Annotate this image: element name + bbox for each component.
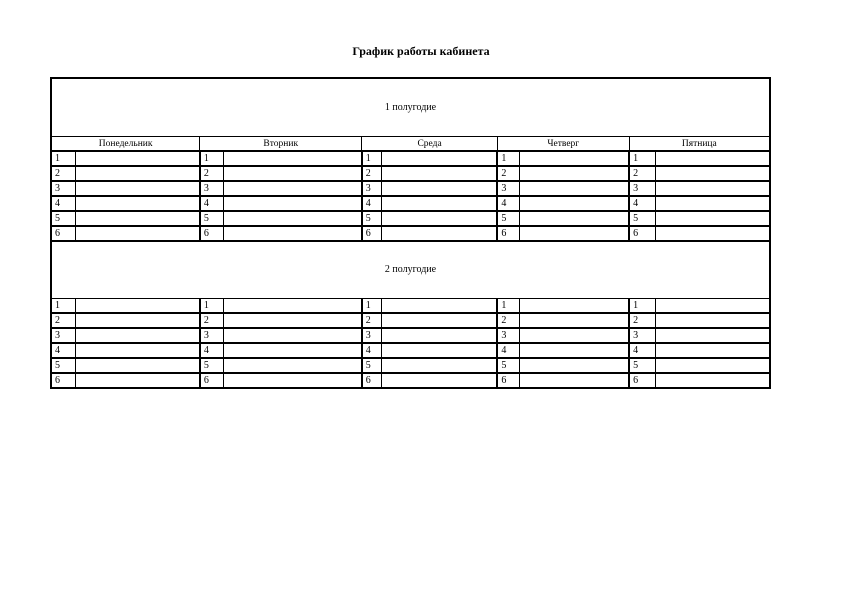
lesson-number: 2 [497,166,519,181]
lesson-number: 5 [497,211,519,226]
lesson-number: 2 [51,313,75,328]
lesson-number: 4 [200,196,224,211]
lesson-number: 5 [629,358,655,373]
lesson-number: 4 [51,343,75,358]
lesson-cell-tuesday [224,166,362,181]
lesson-cell-friday [655,181,770,196]
lesson-cell-tuesday [224,196,362,211]
lesson-number: 3 [362,328,382,343]
lesson-number: 5 [200,358,224,373]
lesson-number: 2 [200,313,224,328]
lesson-cell-thursday [520,343,630,358]
lesson-number: 2 [497,313,519,328]
lesson-cell-wednesday [382,181,498,196]
lesson-cell-wednesday [382,166,498,181]
lesson-number: 2 [362,166,382,181]
lesson-cell-tuesday [224,313,362,328]
lesson-row [51,328,770,343]
lesson-number: 1 [51,299,75,314]
lesson-cell-monday [75,151,200,166]
lesson-cell-thursday [520,226,630,241]
lesson-cell-thursday [520,211,630,226]
lesson-cell-monday [75,358,200,373]
lesson-cell-friday [655,373,770,388]
lesson-cell-wednesday [382,151,498,166]
lesson-number: 6 [200,226,224,241]
lesson-row [51,299,770,314]
lesson-cell-tuesday [224,211,362,226]
lesson-cell-friday [655,343,770,358]
lesson-cell-tuesday [224,226,362,241]
lesson-number: 1 [497,299,519,314]
lesson-number: 1 [629,299,655,314]
page-title: График работы кабинета [352,44,490,58]
lesson-number: 3 [200,181,224,196]
lesson-cell-monday [75,196,200,211]
day-header-thursday: Четверг [497,137,629,152]
lesson-number: 4 [362,196,382,211]
lesson-row [51,151,770,166]
lesson-number: 6 [362,226,382,241]
lesson-cell-wednesday [382,373,498,388]
second-half-header: 2 полугодие [51,241,770,299]
lesson-row [51,166,770,181]
lesson-number: 5 [51,358,75,373]
lesson-number: 4 [200,343,224,358]
lesson-number: 1 [362,299,382,314]
lesson-number: 6 [497,226,519,241]
lesson-number: 3 [200,328,224,343]
lesson-cell-friday [655,166,770,181]
lesson-number: 1 [497,151,519,166]
lesson-number: 4 [629,196,655,211]
lesson-number: 3 [629,181,655,196]
lesson-number: 3 [629,328,655,343]
lesson-cell-tuesday [224,181,362,196]
lesson-number: 6 [629,226,655,241]
lesson-cell-monday [75,328,200,343]
lesson-number: 4 [497,196,519,211]
lesson-number: 3 [51,181,75,196]
lesson-cell-friday [655,299,770,314]
lesson-cell-monday [75,166,200,181]
lesson-number: 6 [51,226,75,241]
lesson-cell-wednesday [382,343,498,358]
lesson-cell-thursday [520,181,630,196]
lesson-row [51,313,770,328]
lesson-number: 3 [497,328,519,343]
lesson-row [51,358,770,373]
lesson-number: 5 [200,211,224,226]
lesson-number: 1 [362,151,382,166]
lesson-number: 5 [497,358,519,373]
lesson-cell-monday [75,373,200,388]
lesson-cell-wednesday [382,226,498,241]
lesson-row [51,181,770,196]
lesson-number: 1 [629,151,655,166]
day-header-monday: Понедельник [51,137,200,152]
lesson-cell-tuesday [224,373,362,388]
lesson-cell-monday [75,313,200,328]
lesson-row [51,343,770,358]
lesson-cell-monday [75,211,200,226]
lesson-row [51,211,770,226]
schedule-table [50,77,771,389]
lesson-number: 2 [629,166,655,181]
lesson-cell-wednesday [382,358,498,373]
lesson-number: 4 [629,343,655,358]
lesson-number: 4 [362,343,382,358]
day-header-row [51,137,770,152]
first-half-row [51,78,770,137]
lesson-cell-wednesday [382,196,498,211]
lesson-row [51,373,770,388]
lesson-cell-friday [655,151,770,166]
lesson-cell-thursday [520,151,630,166]
lesson-cell-friday [655,211,770,226]
lesson-cell-tuesday [224,358,362,373]
lesson-cell-tuesday [224,299,362,314]
lesson-number: 3 [497,181,519,196]
lesson-cell-thursday [520,299,630,314]
lesson-cell-tuesday [224,328,362,343]
lesson-cell-thursday [520,358,630,373]
lesson-cell-friday [655,328,770,343]
lesson-number: 6 [629,373,655,388]
lesson-cell-friday [655,358,770,373]
lesson-number: 5 [629,211,655,226]
lesson-number: 2 [51,166,75,181]
lesson-number: 2 [200,166,224,181]
lesson-cell-friday [655,196,770,211]
lesson-cell-monday [75,343,200,358]
lesson-cell-thursday [520,373,630,388]
lesson-cell-monday [75,299,200,314]
lesson-number: 1 [200,151,224,166]
lesson-cell-thursday [520,313,630,328]
lesson-cell-wednesday [382,328,498,343]
lesson-number: 4 [497,343,519,358]
lesson-number: 4 [51,196,75,211]
lesson-cell-wednesday [382,211,498,226]
lesson-number: 1 [200,299,224,314]
day-header-friday: Пятница [629,137,770,152]
second-half-row [51,241,770,299]
lesson-number: 3 [51,328,75,343]
day-header-wednesday: Среда [362,137,498,152]
lesson-number: 6 [362,373,382,388]
lesson-number: 5 [51,211,75,226]
lesson-number: 1 [51,151,75,166]
lesson-cell-tuesday [224,343,362,358]
lesson-cell-thursday [520,166,630,181]
lesson-number: 6 [497,373,519,388]
day-header-tuesday: Вторник [200,137,362,152]
lesson-cell-thursday [520,196,630,211]
lesson-number: 6 [200,373,224,388]
lesson-cell-wednesday [382,313,498,328]
lesson-row [51,226,770,241]
lesson-cell-monday [75,226,200,241]
lesson-number: 5 [362,358,382,373]
lesson-number: 2 [362,313,382,328]
first-half-header: 1 полугодие [51,78,770,137]
lesson-number: 5 [362,211,382,226]
lesson-number: 3 [362,181,382,196]
lesson-number: 6 [51,373,75,388]
lesson-cell-thursday [520,328,630,343]
lesson-cell-tuesday [224,151,362,166]
lesson-cell-wednesday [382,299,498,314]
lesson-cell-friday [655,226,770,241]
lesson-cell-friday [655,313,770,328]
lesson-row [51,196,770,211]
lesson-cell-monday [75,181,200,196]
lesson-number: 2 [629,313,655,328]
